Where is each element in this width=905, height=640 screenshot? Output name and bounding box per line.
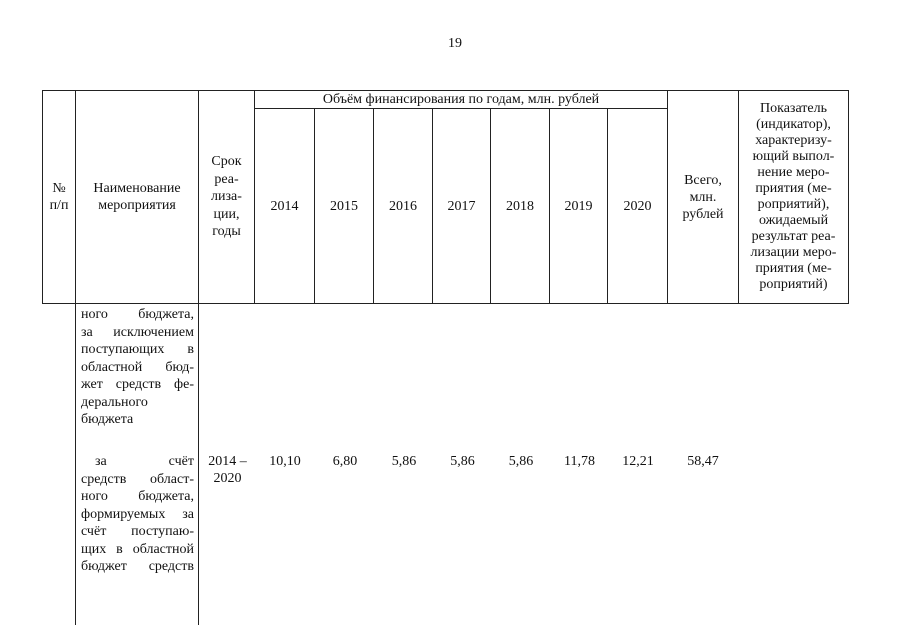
header-year: 2019 [564, 198, 593, 214]
row-name-regional-funds [81, 453, 194, 576]
row-value-2019: 11,78 [564, 454, 595, 469]
name-line: счёт поступаю- [81, 524, 194, 539]
header-number: № п/п [49, 181, 69, 213]
name-line: ного бюджета, [81, 307, 194, 322]
name-line: дерального [81, 394, 148, 410]
row-value-2017: 5,86 [450, 454, 475, 469]
name-line: щих в областной [81, 541, 194, 557]
header-bottom-border [42, 303, 848, 304]
header-year: 2014 [270, 198, 299, 214]
name-line: областной бюд- [81, 359, 194, 375]
header-name: Наименование мероприятия [93, 181, 181, 213]
header-total: Всего, млн. рублей [682, 172, 724, 222]
row-name-continuation [81, 306, 194, 429]
name-line: формируемых за [81, 506, 194, 522]
header-year: 2017 [447, 198, 476, 214]
name-line: жет средств фе- [81, 377, 194, 392]
name-line: бюджет средств [81, 559, 194, 574]
name-line: ного бюджета, [81, 489, 194, 504]
row-term: 2014 – 2020 [208, 454, 247, 486]
col-border-12 [848, 90, 849, 304]
row-value-2020: 12,21 [622, 454, 654, 469]
header-year: 2015 [330, 198, 358, 214]
row-value-2018: 5,86 [508, 454, 534, 469]
header-indicator: Показатель (индикатор), характеризу- ющий выпол- нение меро- приятия (ме- роприятий), ожидаемый результат реа- лизации меро- приятия (ме- роприятий) [750, 101, 837, 292]
row-value-2014: 10,10 [269, 454, 301, 469]
name-line: бюджета [81, 412, 134, 427]
name-line: поступающих в [81, 342, 194, 357]
header-term: Срок реа- лиза- ции, годы [211, 154, 242, 240]
name-line: за исключением [81, 324, 194, 340]
page-number: 19 [448, 36, 462, 51]
row-value-2015: 6,80 [332, 454, 358, 469]
name-line: средств област- [81, 471, 194, 487]
row-total: 58,47 [687, 454, 719, 469]
header-funding-title: Объём финансирования по годам, млн. рублей [322, 92, 600, 107]
name-line: за счёт [95, 454, 194, 469]
header-year: 2018 [506, 198, 534, 214]
header-year: 2016 [389, 198, 417, 214]
header-year: 2020 [623, 198, 652, 214]
row-value-2016: 5,86 [391, 454, 417, 469]
